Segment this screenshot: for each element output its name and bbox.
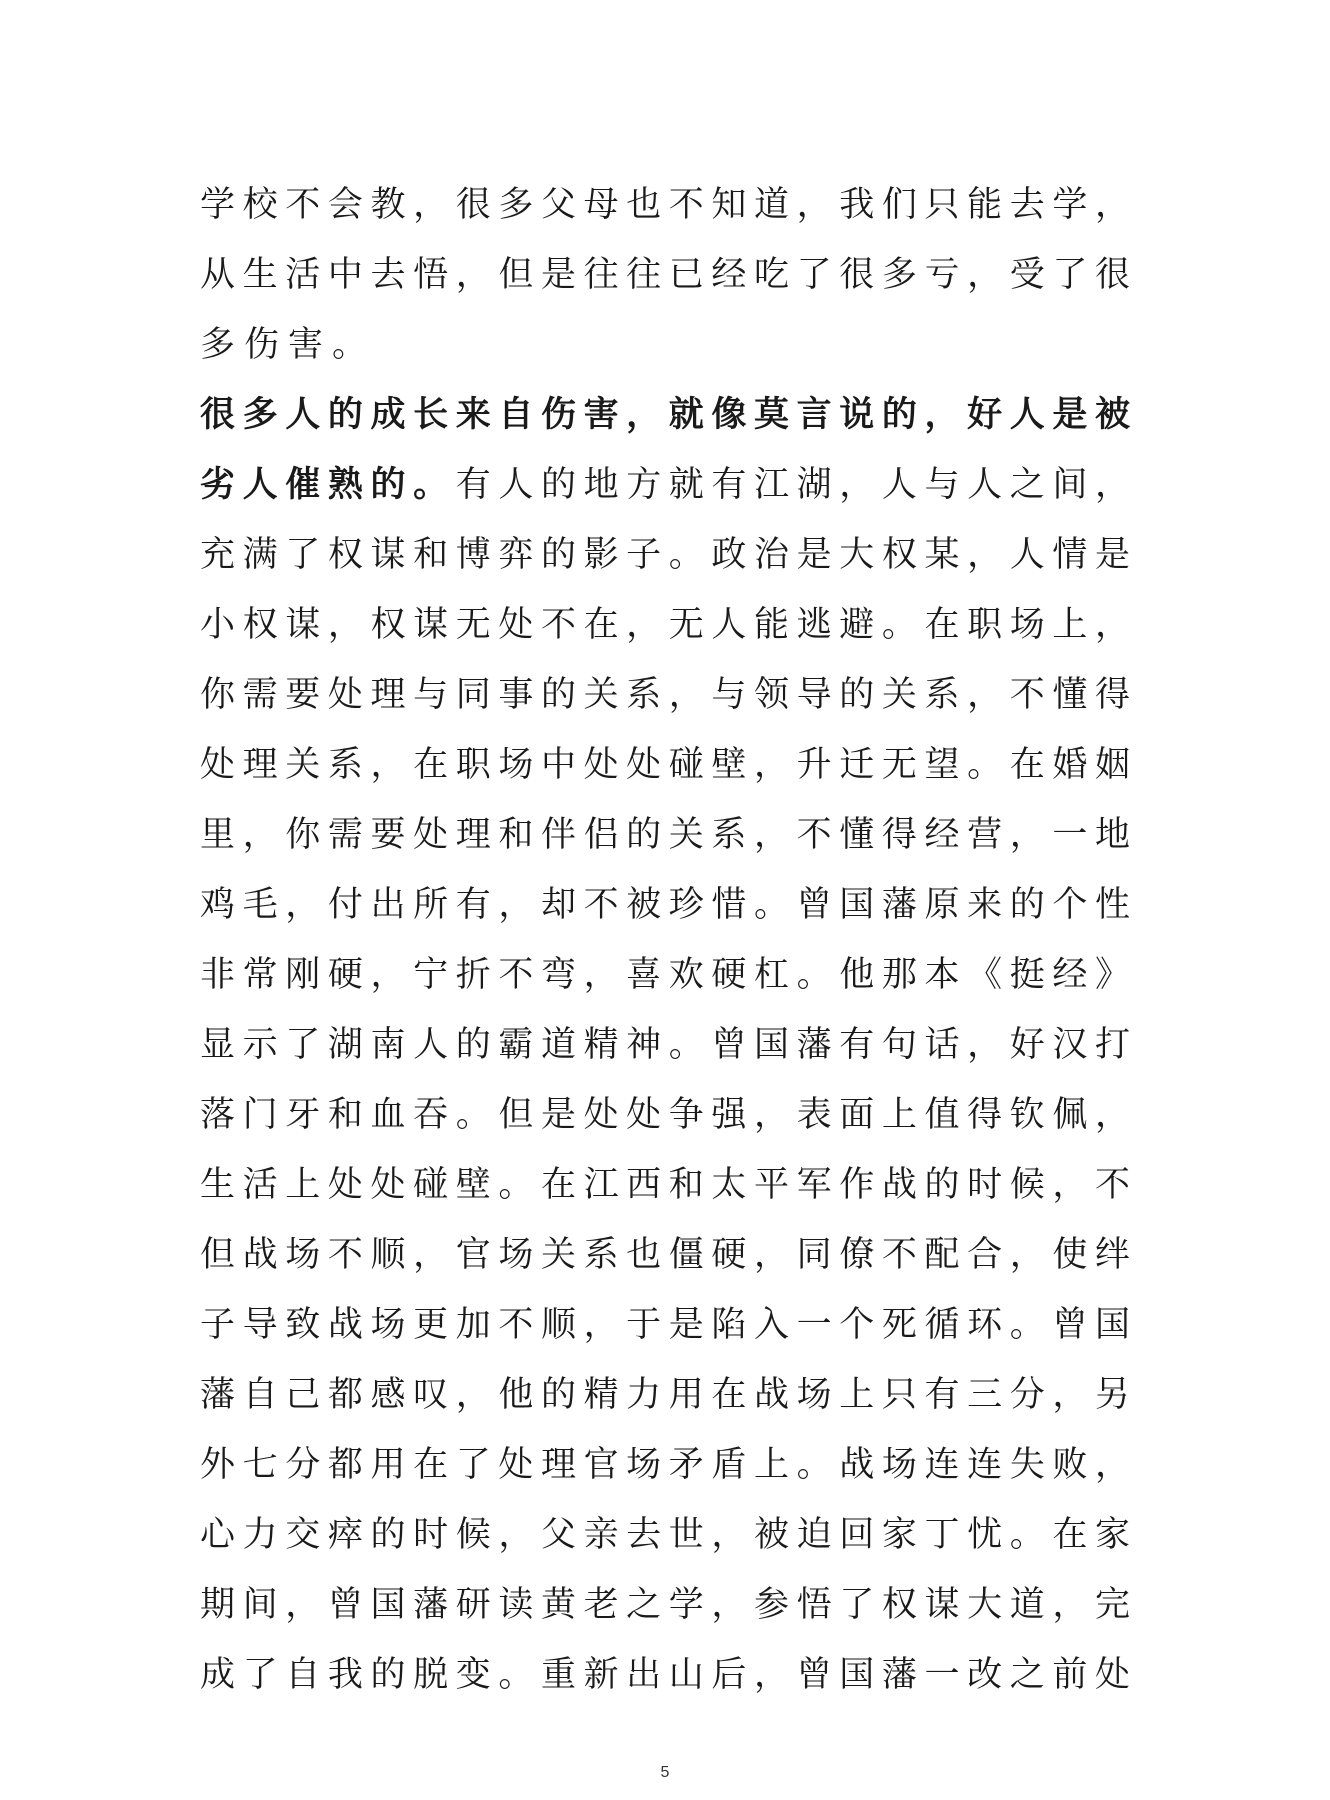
text-segment: 有人的地方就有江湖，人与人之间， [455,465,1130,505]
page-number: 5 [660,1764,670,1781]
text-line: 里，你需要处理和伴侣的关系，不懂得经营，一地 [200,815,1130,855]
text-line: 你需要处理与同事的关系，与领导的关系，不懂得 [200,675,1130,715]
text-line: 期间，曾国藩研读黄老之学，参悟了权谋大道，完 [200,1585,1130,1625]
text-line: 子导致战场更加不顺，于是陷入一个死循环。曾国 [200,1305,1130,1345]
text-line: 学校不会教，很多父母也不知道，我们只能去学， [200,185,1130,225]
bold-text-line: 很多人的成长来自伤害，就像莫言说的，好人是被 [200,395,1130,435]
mixed-text-line [200,450,1130,520]
text-line: 显示了湖南人的霸道精神。曾国藩有句话，好汉打 [200,1025,1130,1065]
text-line: 生活上处处碰壁。在江西和太平军作战的时候，不 [200,1165,1130,1205]
text-line: 成了自我的脱变。重新出山后，曾国藩一改之前处 [200,1655,1130,1695]
text-line: 处理关系，在职场中处处碰壁，升迁无望。在婚姻 [200,745,1130,785]
bold-text-segment: 劣人催熟的。 [200,465,456,505]
text-line: 但战场不顺，官场关系也僵硬，同僚不配合，使绊 [200,1235,1130,1275]
text-line: 从生活中去悟，但是往往已经吃了很多亏，受了很 [200,255,1130,295]
text-line: 非常刚硬，宁折不弯，喜欢硬杠。他那本《挺经》 [200,955,1130,995]
text-line: 落门牙和血吞。但是处处争强，表面上值得钦佩， [200,1095,1130,1135]
text-line: 小权谋，权谋无处不在，无人能逃避。在职场上， [200,605,1130,645]
body-text [200,170,1130,1710]
text-line: 充满了权谋和博弈的影子。政治是大权某，人情是 [200,535,1130,575]
text-line: 鸡毛，付出所有，却不被珍惜。曾国藩原来的个性 [200,885,1130,925]
text-line: 心力交瘁的时候，父亲去世，被迫回家丁忧。在家 [200,1515,1130,1555]
text-line: 多伤害。 [200,325,377,365]
text-line: 外七分都用在了处理官场矛盾上。战场连连失败， [200,1445,1130,1485]
text-line: 藩自己都感叹，他的精力用在战场上只有三分，另 [200,1375,1130,1415]
